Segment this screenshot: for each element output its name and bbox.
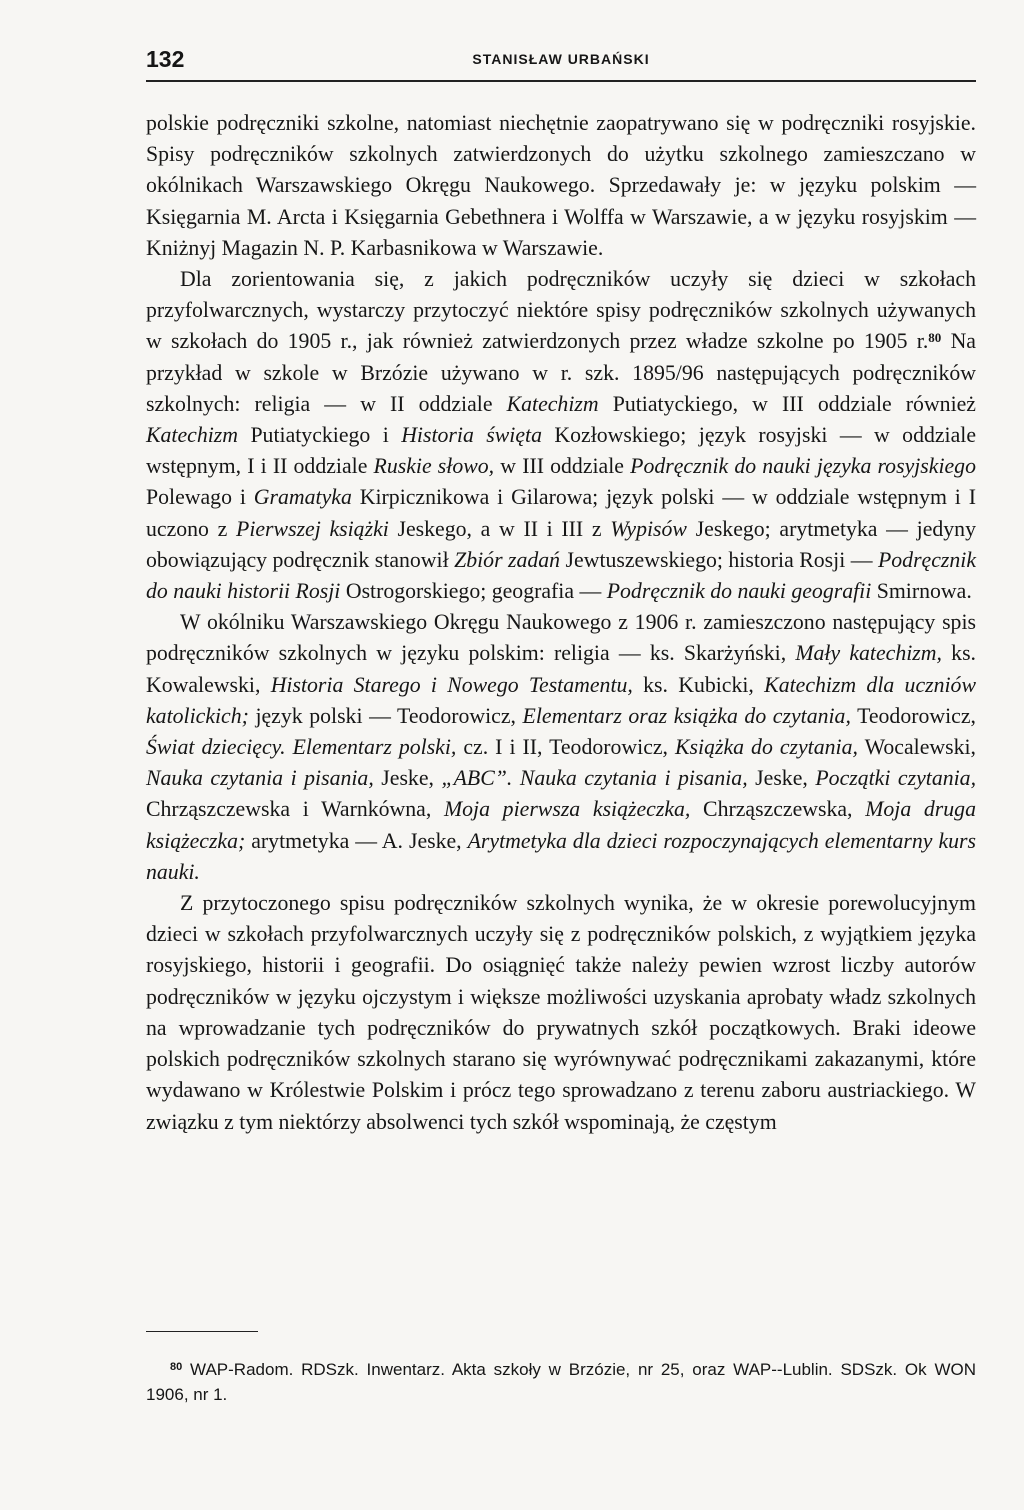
- italic-title: Pierwszej książki: [236, 516, 389, 541]
- text-run: język polski — Teodorowicz,: [248, 703, 523, 728]
- italic-title: Podręcznik do nauki geografii: [606, 579, 872, 604]
- italic-title: Nauka czytania i pisania,: [146, 766, 374, 791]
- paragraph: [146, 888, 976, 1138]
- italic-title: Arytmetyka dla dzieci rozpoczynających elementarny kurs nauki.: [146, 828, 976, 884]
- text-run: Na przykład w szkole w Brzózie używano w r. szk. 1895/96 następujących podręczników szkolnych: religia — w II oddziale: [146, 329, 976, 416]
- text-run: Kozłowskiego; język rosyjski — w oddziale wstępnym, I i II oddziale: [146, 423, 977, 479]
- italic-title: Gramatyka: [253, 485, 352, 510]
- text-run: Ostrogorskiego; geografia —: [340, 579, 607, 604]
- text-run: ks. Kubicki,: [632, 672, 765, 697]
- italic-title: Historia Starego i Nowego Testamentu,: [270, 672, 633, 697]
- italic-title: Mały katechizm,: [795, 641, 942, 666]
- text-run: Jeske,: [373, 766, 442, 791]
- text-run: Chrząszczewska,: [690, 797, 866, 822]
- page-header: [146, 46, 976, 80]
- page-number: 132: [146, 46, 185, 72]
- italic-title: Katechizm: [506, 391, 599, 416]
- text-run: [512, 766, 520, 790]
- text-run: Putiatyckiego, w III oddziale również: [598, 391, 976, 416]
- paragraph: [146, 108, 976, 264]
- italic-title: „ABC”.: [441, 766, 513, 791]
- text-run: Smirnowa.: [871, 579, 972, 604]
- text-run: Teodorowicz,: [850, 703, 976, 728]
- italic-title: Podręcznik do nauki historii Rosji: [146, 547, 977, 604]
- italic-title: Katechizm: [146, 423, 239, 448]
- paragraph: [146, 607, 976, 888]
- text-run: Polewago i: [146, 485, 254, 510]
- text-run: Dla zorientowania się, z jakich podręczników uczyły się dzieci w szkołach przyfolwarcznych, wystarczy przytoczyć niektóre spisy podręczników szkolnych używanych w szkołach do 1905 r., jak również zatwierdzonych przez władze szkolne po 1905 r.: [146, 267, 976, 354]
- text-run: Jeskego; arytmetyka — jedyny obowiązujący podręcznik stanowił: [146, 516, 976, 572]
- text-run: Jeskego, a w II i III z: [388, 516, 611, 541]
- italic-title: Zbiór zadań: [454, 547, 561, 572]
- body-text: [146, 108, 976, 1138]
- text-run: Jewtuszewskiego; historia Rosji —: [560, 547, 878, 572]
- footnote-text: WAP-Radom. RDSzk. Inwentarz. Akta szkoły w Brzózie, nr 25, oraz WAP--Lublin. SDSzk. Ok WON 1906, nr 1.: [146, 1360, 976, 1404]
- italic-title: Nauka czytania i pisania,: [519, 766, 748, 791]
- text-run: Wocalewski,: [857, 735, 976, 760]
- italic-title: Świat dziecięcy. Elementarz polski,: [146, 735, 457, 760]
- italic-title: Podręcznik do nauki języka rosyjskiego: [630, 454, 976, 479]
- italic-title: Historia święta: [401, 423, 542, 448]
- text-run: w III oddziale: [494, 454, 631, 479]
- italic-title: Wypisów: [610, 516, 687, 541]
- italic-title: Książka do czytania,: [675, 735, 858, 760]
- text-run: ks. Kowalewski,: [146, 641, 976, 697]
- italic-title: Moja pierwsza książeczka,: [443, 797, 691, 822]
- footnote-reference: 80: [928, 330, 942, 346]
- text-run: Kirpicznikowa i Gilarowa; język polski — w oddziale wstępnym i I uczono z: [146, 485, 976, 541]
- italic-title: Elementarz oraz książka do czytania,: [522, 703, 851, 728]
- text-run: arytmetyka — A. Jeske,: [245, 828, 468, 853]
- text-run: polskie podręczniki szkolne, natomiast niechętnie zaopatrywano się w podręczniki rosyjskie. Spisy podręczników szkolnych zatwierdzonych do użytku szkolnego zamieszczano w okólnikach Warszawskiego Okręgu Naukowego. Sprzedawały je: w języku polskim — Księgarnia M. Arcta i Księgarnia Gebethnera i Wolffa w Warszawie, a w języku rosyjskim — Kniżnyj Magazin N. P. Karbasnikowa w Warszawie.: [146, 111, 976, 260]
- text-run: cz. I i II, Teodorowicz,: [456, 735, 676, 760]
- italic-title: Katechizm dla uczniów katolickich;: [146, 672, 976, 728]
- text-run: Chrząszczewska i Warnkówna,: [146, 797, 444, 822]
- header-rule: [146, 80, 976, 82]
- italic-title: Moja druga książeczka;: [146, 797, 976, 853]
- running-head: STANISŁAW URBAŃSKI: [472, 51, 650, 67]
- footnote-rule: [146, 1331, 258, 1332]
- footnote: [146, 1357, 976, 1407]
- italic-title: Ruskie słowo,: [373, 454, 495, 479]
- text-run: Putiatyckiego i: [238, 423, 402, 448]
- text-run: Jeske,: [747, 766, 816, 791]
- footnote-mark: 80: [170, 1361, 183, 1373]
- text-run: W okólniku Warszawskiego Okręgu Naukowego z 1906 r. zamieszczono następujący spis podręczników szkolnych w języku polskim: religia — ks. Skarżyński,: [146, 610, 976, 666]
- paragraph: [146, 264, 976, 607]
- text-run: Z przytoczonego spisu podręczników szkolnych wynika, że w okresie porewolucyjnym dzieci w szkołach przyfolwarcznych uczyły się z podręczników polskich, z wyjątkiem języka rosyjskiego, historii i geografii. Do osiągnięć także należy pewien wzrost liczby autorów podręczników w języku ojczystym i większe możliwości uzyskania aprobaty władz szkolnych na wprowadzanie tych podręczników do prywatnych szkół początkowych. Braki ideowe polskich podręczników szkolnych starano się wyrównywać podręcznikami zakazanymi, które wydawano w Królestwie Polskim i prócz tego sprowadzano z terenu zaboru austriackiego. W związku z tym niektórzy absolwenci tych szkół wspominają, że częstym: [146, 891, 976, 1134]
- italic-title: Początki czytania,: [815, 766, 977, 791]
